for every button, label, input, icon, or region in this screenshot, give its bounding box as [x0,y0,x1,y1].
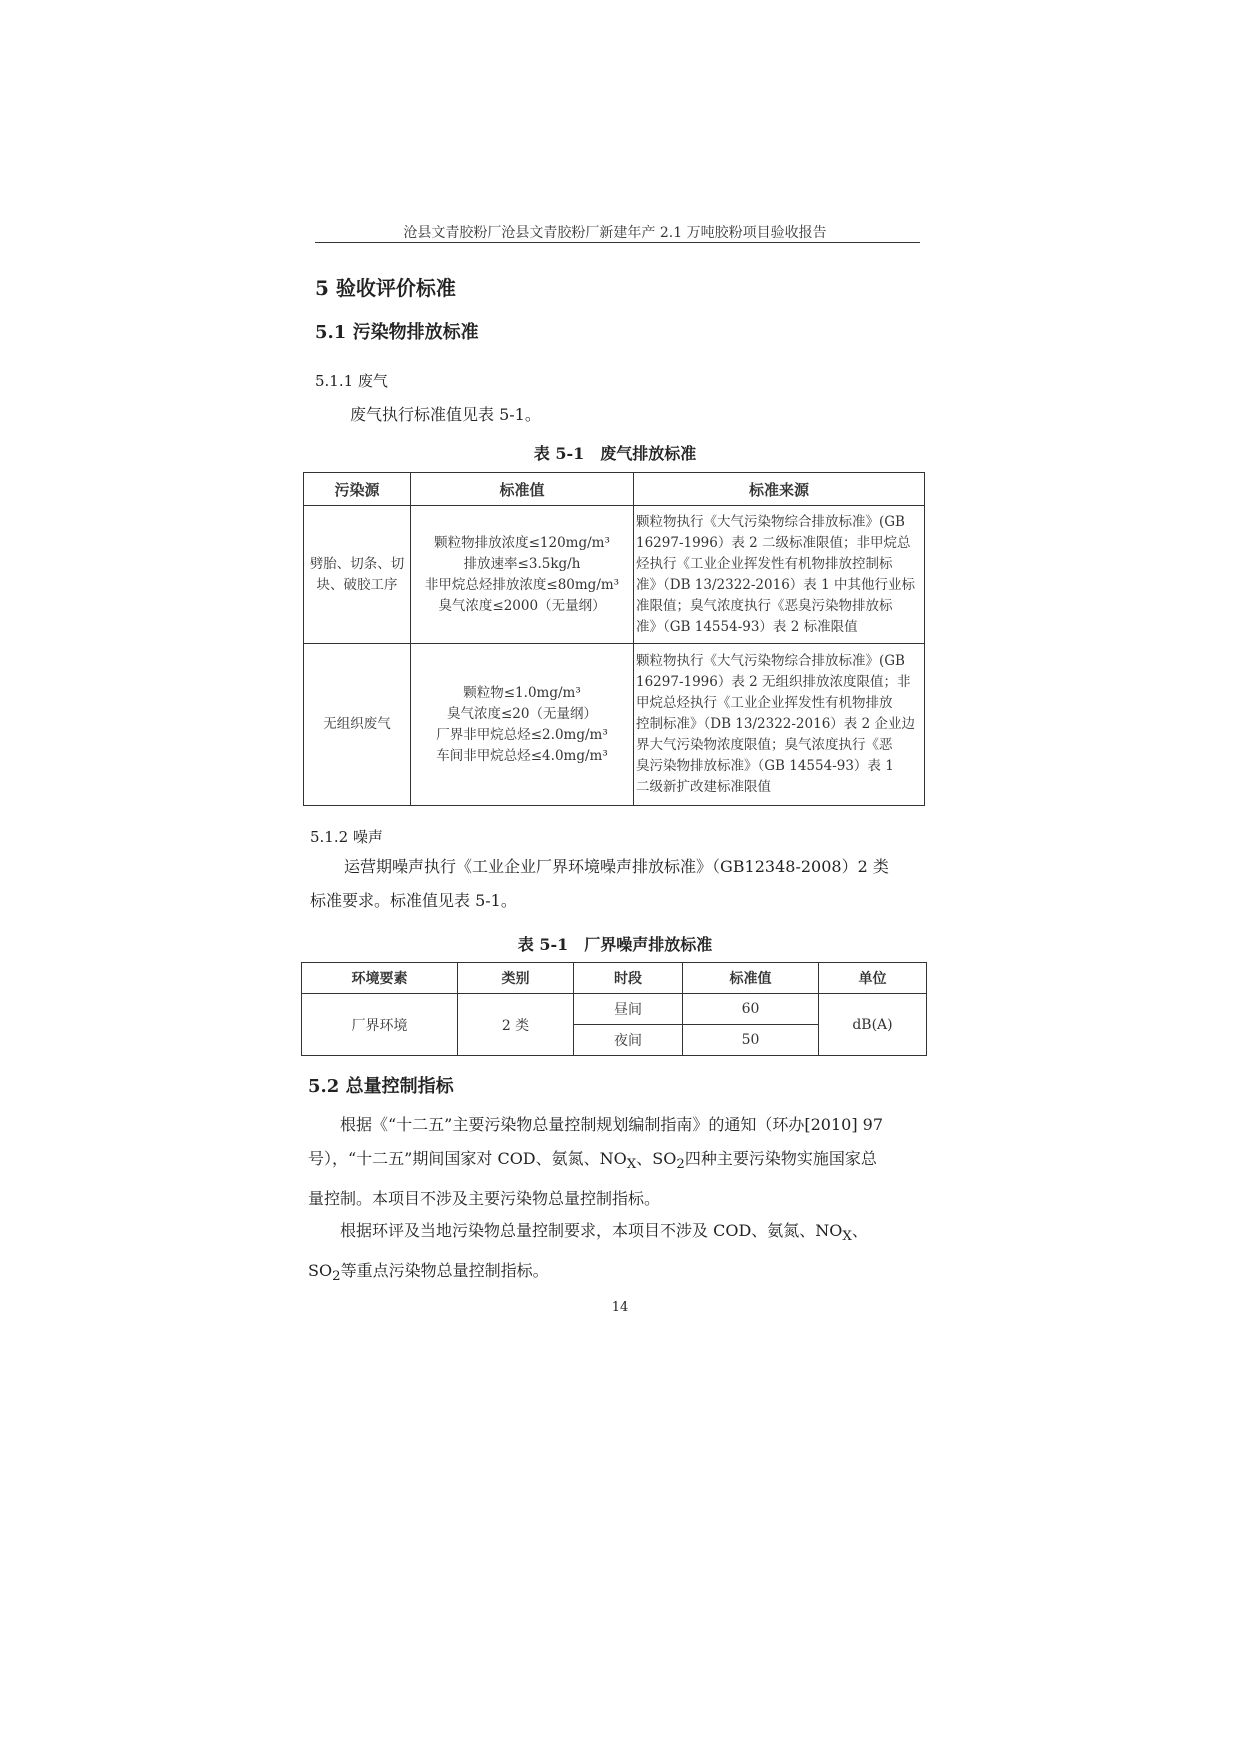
table-2-header-category: 类别 [458,963,574,994]
table-2-header-element: 环境要素 [302,963,458,994]
table-cell-value: 50 [683,1025,819,1056]
section-5-heading: 5 验收评价标准 [315,276,456,300]
noise-paragraph: 运营期噪声执行《工业企业厂界环境噪声排放标准》（GB12348-2008）2 类 标准要求。标准值见表 5-1。 [310,857,889,910]
noise-standards-table [301,962,927,1056]
table-row [304,506,925,644]
table-cell-category: 2 类 [458,994,574,1056]
page-number: 14 [611,1300,629,1315]
table-cell-period: 夜间 [574,1025,683,1056]
table-cell-unit: dB(A) [819,994,927,1056]
section-5-2-heading: 5.2 总量控制指标 [308,1076,454,1097]
table-cell-values: 颗粒物≤1.0mg/m³ 臭气浓度≤20（无量纲） 厂界非甲烷总烃≤2.0mg/m³ 车间非甲烷总烃≤4.0mg/m³ [411,644,634,806]
table-2-caption: 表 5-1 厂界噪声排放标准 [517,935,713,954]
table-2-header-period: 时段 [574,963,683,994]
table-1-caption: 表 5-1 废气排放标准 [533,444,697,463]
exhaust-intro: 废气执行标准值见表 5-1。 [350,405,541,424]
table-cell-values: 颗粒物排放浓度≤120mg/m³ 排放速率≤3.5kg/h 非甲烷总烃排放浓度≤80mg/m³ 臭气浓度≤2000（无量纲） [411,506,634,644]
section-5-1-2-heading: 5.1.2 噪声 [310,828,383,846]
table-row [302,994,927,1025]
table-cell-period: 昼间 [574,994,683,1025]
section-5-1-heading: 5.1 污染物排放标准 [315,322,479,343]
table-cell-element: 厂界环境 [302,994,458,1056]
total-control-paragraph-2: 根据环评及当地污染物总量控制要求，本项目不涉及 COD、氨氮、$NO_X$、 $SO_2$等重点污染物总量控制指标。 [308,1221,868,1285]
table-cell-basis: 颗粒物执行《大气污染物综合排放标准》(GB 16297-1996）表 2 无组织排放浓度限值；非 甲烷总烃执行《工业企业挥发性有机物排放 控制标准》（DB 13/2322-2016）表 2 企业边 界大气污染物浓度限值；臭气浓度执行《恶 臭污染物排放标准》（GB 14554-93）表 1 二级新扩改建标准限值 [634,644,925,806]
table-1-header-value: 标准值 [411,473,634,506]
running-header: 沧县文青胶粉厂沧县文青胶粉厂新建年产 2.1 万吨胶粉项目验收报告 [403,225,827,241]
table-row [304,644,925,806]
table-1-header-basis: 标准来源 [634,473,925,506]
table-2-header-value: 标准值 [683,963,819,994]
table-cell-basis: 颗粒物执行《大气污染物综合排放标准》(GB 16297-1996）表 2 二级标准限值；非甲烷总 烃执行《工业企业挥发性有机物排放控制标 准》（DB 13/2322-2016）表 1 中其他行业标 准限值；臭气浓度执行《恶臭污染物排放标 准》（GB 14554-93）表 2 标准限值 [634,506,925,644]
header-rule [315,242,920,243]
exhaust-standards-table [303,472,925,806]
table-2-header-unit: 单位 [819,963,927,994]
table-cell-source: 劈胎、切条、切 块、破胶工序 [304,506,411,644]
section-5-1-1-heading: 5.1.1 废气 [315,372,388,390]
table-cell-source: 无组织废气 [304,644,411,806]
table-cell-value: 60 [683,994,819,1025]
table-1-header-source: 污染源 [304,473,411,506]
total-control-paragraph-1: 根据《“十二五”主要污染物总量控制规划编制指南》的通知（环办[2010] 97 号），“十二五”期间国家对 COD、氨氮、$NO_X$、$SO_2$四种主要污染物实施国家总 量控制。本项目不涉及主要污染物总量控制指标。 [308,1115,884,1209]
